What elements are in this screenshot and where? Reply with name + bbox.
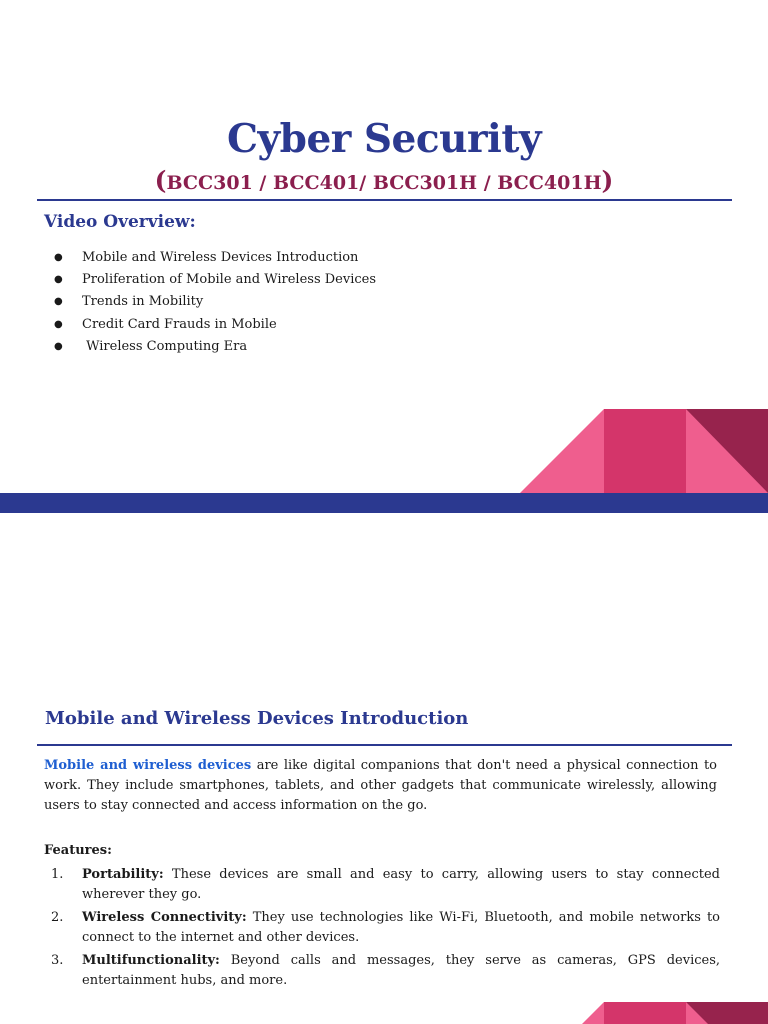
features-list [44,865,720,994]
list-item: 1. Portability: These devices are small and easy to carry, allowing users to stay connected wherever they go. [51,867,720,902]
list-item: ● Proliferation of Mobile and Wireless Devices [54,271,377,287]
section-divider [37,744,732,746]
highlight-term: Mobile and wireless devices [44,758,252,773]
features-label: Features: [44,843,112,858]
list-item: ● Mobile and Wireless Devices Introduction [54,249,359,265]
list-item: 2. Wireless Connectivity: They use technologies like Wi-Fi, Bluetooth, and mobile networks to connect to the internet and other devices. [51,910,720,945]
intro-paragraph: Mobile and wireless devices are like digital companions that don't need a physical connection to work. They include smartphones, tablets, and other gadgets that communicate wirelessly, allowing users to stay connected and access information on the go. [44,758,718,813]
document-title: Cyber Security [226,116,542,162]
overview-heading: Video Overview: [44,212,196,232]
list-item: ● Trends in Mobility [54,294,204,310]
list-item: ● Credit Card Frauds in Mobile [54,316,277,332]
course-codes: (BCC301 / BCC401/ BCC301H / BCC401H) [154,166,614,195]
page-footer-band [0,493,768,513]
list-item: 3. Multifunctionality: Beyond calls and messages, they serve as cameras, GPS devices, entertainment hubs, and more. [51,953,720,988]
section-heading: Mobile and Wireless Devices Introduction [45,708,469,729]
list-item: ● Wireless Computing Era [54,338,248,354]
